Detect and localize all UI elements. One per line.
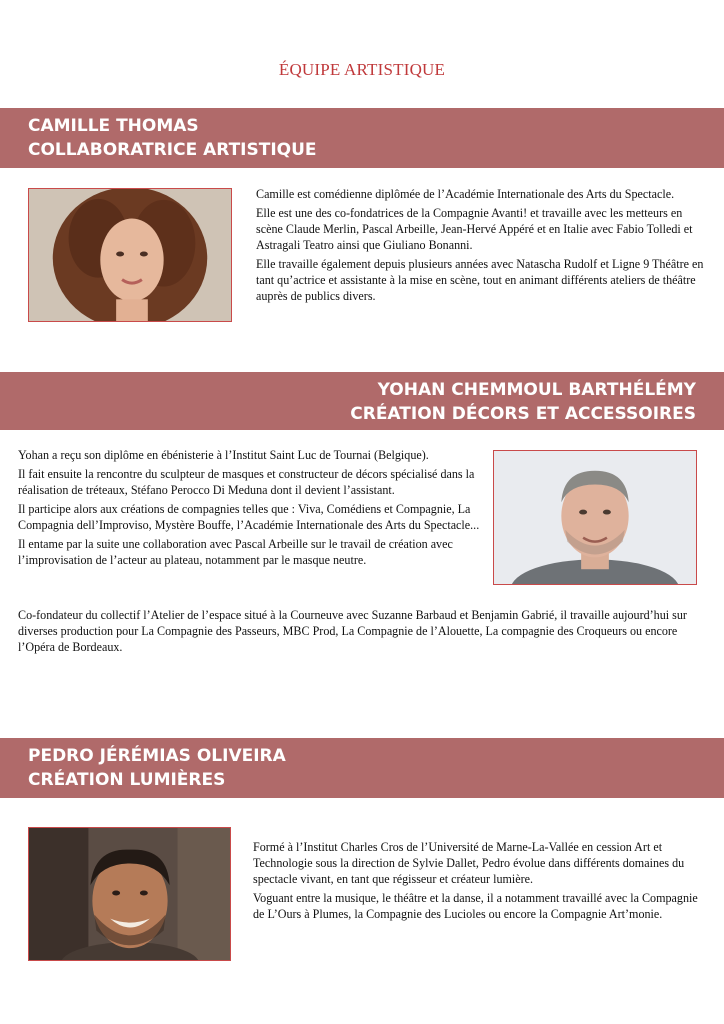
person-role: CRÉATION LUMIÈRES — [28, 770, 226, 790]
bio-paragraph: Il fait ensuite la rencontre du sculpteur de masques et constructeur de décors spécialisé dans la réalisation de tréteaux, Stéfano Perocco Di Meduna dont il devient l’assistant. — [18, 467, 475, 497]
bio-text-yohan — [18, 447, 484, 571]
person-name: CAMILLE THOMAS — [28, 116, 199, 136]
bio-paragraph: Il participe alors aux créations de compagnies telles que : Viva, Comédiens et Compagnie, La Compagnia dell’Improviso, Mystère Bouffe, l’Académie Internationale des Arts du Spectacle... — [18, 502, 480, 532]
person-name: YOHAN CHEMMOUL BARTHÉLÉMY — [377, 380, 696, 400]
bio-paragraph: Camille est comédienne diplômée de l’Académie Internationale des Arts du Spectacle. — [256, 187, 675, 201]
bio-paragraph: Formé à l’Institut Charles Cros de l’Université de Marne-La-Vallée en cession Art et Technologie sous la direction de Sylvie Dallet, Pedro évolue dans différents domaines du spectacle vivant, en tant que régisseur et créateur lumière. — [253, 840, 685, 886]
section-header-pedro — [0, 738, 724, 798]
person-name: PEDRO JÉRÉMIAS OLIVEIRA — [28, 746, 286, 766]
page-title: ÉQUIPE ARTISTIQUE — [278, 60, 446, 79]
portrait-photo-camille — [28, 188, 232, 322]
bio-paragraph: Yohan a reçu son diplôme en ébénisterie à l’Institut Saint Luc de Tournai (Belgique). — [18, 448, 429, 462]
bio-paragraph: Co-fondateur du collectif l’Atelier de l’espace situé à la Courneuve avec Suzanne Barbaud et Benjamin Gabrié, il travaille aujourd’hui sur diverses production pour La Compagnie des Passeurs, MBC Prod, La Compagnie de l’Alouette, La compagnie des Croqueurs ou encore l’Opéra de Bordeaux. — [18, 608, 687, 654]
bio-paragraph: Elle travaille également depuis plusieurs années avec Natascha Rudolf et Ligne 9 Théâtre en tant qu’actrice et assistante à la mise en scène, tout en animant différents ateliers de théâtre auprès de publics divers. — [256, 257, 704, 303]
portrait-photo-pedro — [28, 827, 231, 961]
bio-text-pedro — [253, 839, 709, 925]
section-header-camille — [0, 108, 724, 168]
section-header-yohan — [0, 372, 724, 430]
bio-text-yohan-full — [18, 607, 706, 658]
bio-text-camille — [256, 186, 706, 307]
bio-paragraph: Elle est une des co-fondatrices de la Compagnie Avanti! et travaille avec les metteurs en scène Claude Merlin, Pascal Arbeille, Jean-Hervé Appéré et en Italie avec Fabio Tolledi et Astragali Teatro ainsi que Giuliano Bonanni. — [256, 206, 693, 252]
bio-paragraph: Voguant entre la musique, le théâtre et la danse, il a notamment travaillé avec la Compagnie de L’Ours à Plumes, la Compagnie des Lucioles ou encore la Compagnie Art’monie. — [253, 891, 698, 921]
bio-paragraph: Il entame par la suite une collaboration avec Pascal Arbeille sur le travail de création avec l’improvisation de l’acteur au plateau, notamment par le masque neutre. — [18, 537, 453, 567]
portrait-photo-yohan — [493, 450, 697, 585]
person-role: COLLABORATRICE ARTISTIQUE — [28, 140, 317, 160]
person-role: CRÉATION DÉCORS ET ACCESSOIRES — [350, 404, 696, 424]
